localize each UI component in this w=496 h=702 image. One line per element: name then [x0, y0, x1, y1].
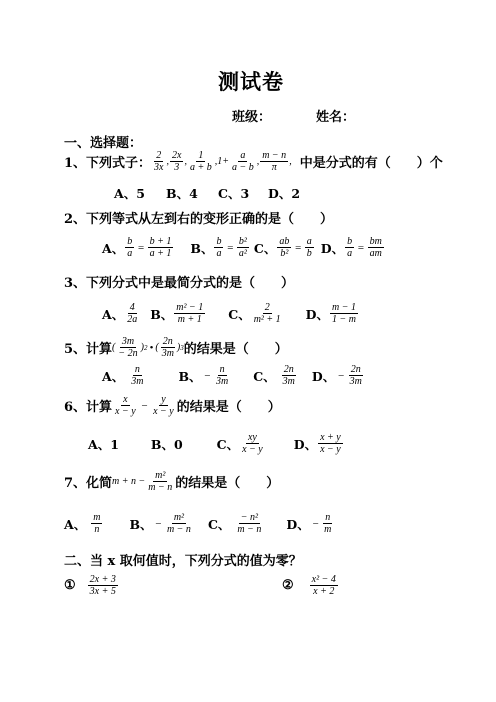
- q3-options: A、 $\frac{4}{2a}$ B、 $\frac{\text{m² − 1}}{m + 1}$ C、 $\frac{2}{\text{m² + 1}}$ D、 $\frac{m - 1}{1 - m}$: [102, 302, 356, 325]
- q7-option-c: $\frac{\text{− n²}}{m - n}$: [237, 512, 262, 535]
- question-3: 3、下列分式中是最简分式的是（ ）: [64, 276, 295, 291]
- q6-options: A、1 B、0 C、 $\frac{xy}{x - y}$ D、 $\frac{x + y}{x - y}$: [88, 432, 341, 455]
- q5-option-b: − $\frac{n}{3m}$: [203, 364, 229, 387]
- q3-option-b: $\frac{\text{m² − 1}}{m + 1}$: [176, 302, 204, 325]
- class-label: 班级：: [232, 110, 272, 125]
- q7-option-a: $\frac{m}{n}$: [93, 512, 101, 535]
- part2-item-2: ② $\frac{\text{x² − 4}}{x + 2}$: [282, 574, 336, 597]
- q2-option-c: $\frac{ab}{\text{b²}}$ = $\frac{a}{b}$: [279, 236, 312, 259]
- question-2: 2、下列等式从左到右的变形正确的是（ ）: [64, 212, 334, 227]
- q2-option-a: $\frac{b}{a}$ = $\frac{b + 1}{a + 1}$: [127, 236, 172, 259]
- question-5: 5、计算 ( $\frac{3m}{- 2n}$ ) 2 • ( $\frac{2n}{3m}$ ) 3 的结果是（ ）: [64, 336, 288, 359]
- q1-option-c: C、3: [218, 186, 250, 201]
- question-7: 7、化简 m + n − $\frac{\text{m²}}{m - n}$ 的结果是（ ）: [64, 470, 280, 493]
- q2-option-b: $\frac{b}{a}$ = $\frac{\text{b²}}{\text{a²}}$: [216, 236, 247, 259]
- q5-expression: ( $\frac{3m}{- 2n}$ ) 2 • ( $\frac{2n}{3m}$ ) 3: [112, 336, 184, 359]
- q6-option-b: B、0: [150, 436, 183, 452]
- name-label: 姓名：: [316, 110, 356, 125]
- q7-option-d: − $\frac{n}{m}$: [311, 512, 332, 535]
- q1-option-d: D、2: [268, 186, 301, 201]
- question-1: [64, 150, 443, 173]
- q3-option-c: $\frac{2}{\text{m² + 1}}$: [253, 302, 281, 325]
- q5-option-c: $\frac{2n}{3m}$: [282, 364, 295, 387]
- q2-options: A、 $\frac{b}{a}$ = $\frac{b + 1}{a + 1}$ B、 $\frac{b}{a}$ = $\frac{\text{b²}}{\text{a²}}$ C、 $\frac{ab}{\text{b²}}$ = $\frac{a}{b}$ D、 $\frac{b}{a}$ = $\frac{bm}{am}$: [102, 236, 385, 259]
- q6-option-d: $\frac{x + y}{x - y}$: [320, 432, 341, 455]
- part2-item-1: ① $\frac{2x + 3}{3x + 5}$: [64, 574, 116, 597]
- q3-option-d: $\frac{m - 1}{1 - m}$: [332, 302, 356, 325]
- section-two-heading: 二、当 x 取何值时，下列分式的值为零？: [64, 554, 302, 569]
- q5-option-a: $\frac{n}{3m}$: [131, 364, 144, 387]
- q1-expressions: $\frac{2}{3x}$ , $\frac{2x}{3}$ , $\frac{1}{a + b}$ , 1+ $\frac{a}{a - b}$ , $\frac{m - n}{\pi}$ ,: [154, 150, 292, 173]
- q1-suffix: 中是分式的有（ ）个: [299, 156, 443, 171]
- section-one-heading: 一、选择题：: [64, 136, 143, 151]
- q2-option-d: $\frac{b}{a}$ = $\frac{bm}{am}$: [347, 236, 382, 259]
- page-title: 测试卷: [218, 69, 284, 94]
- q3-option-a: $\frac{4}{2a}$: [127, 302, 138, 325]
- q1-prefix: 1、下列式子：: [64, 156, 152, 171]
- q6-option-c: $\frac{xy}{x - y}$: [242, 432, 263, 455]
- q7-expression: m + n − $\frac{\text{m²}}{m - n}$: [112, 470, 173, 493]
- q1-option-a: A、5: [114, 186, 145, 201]
- q6-option-a: A、1: [88, 436, 119, 452]
- q5-option-d: − $\frac{2n}{3m}$: [337, 364, 362, 387]
- q6-expression: $\frac{x}{x - y}$ − $\frac{y}{x - y}$: [115, 394, 174, 417]
- q5-options: A、 $\frac{n}{3m}$ B、 − $\frac{n}{3m}$ C、 $\frac{2n}{3m}$ D、 − $\frac{2n}{3m}$: [102, 364, 365, 387]
- q7-option-b: − $\frac{\text{m²}}{m - n}$: [154, 512, 191, 535]
- q1-option-b: B、4: [166, 186, 198, 201]
- q7-options: A、 $\frac{m}{n}$ B、 − $\frac{\text{m²}}{m - n}$ C、 $\frac{\text{− n²}}{m - n}$ D、 − $\frac{n}{m}$: [64, 512, 334, 535]
- question-6: 6、计算 $\frac{x}{x - y}$ − $\frac{y}{x - y}$ 的结果是（ ）: [64, 394, 281, 417]
